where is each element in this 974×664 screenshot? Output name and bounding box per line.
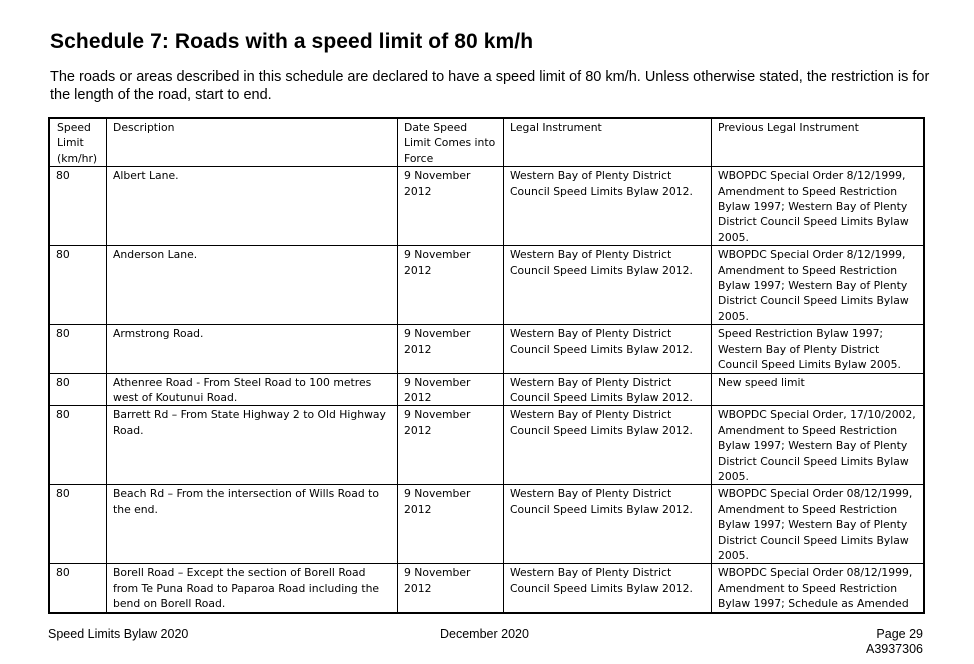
- cell-previous-instrument: WBOPDC Special Order, 17/10/2002, Amendment to Speed Restriction Bylaw 1997; Western Bay of Plenty District Council Speed Limits Bylaw 2005.: [712, 406, 925, 485]
- cell-speed-limit: 80: [49, 406, 107, 485]
- cell-legal-instrument: Western Bay of Plenty District Council Speed Limits Bylaw 2012.: [504, 406, 712, 485]
- cell-previous-instrument: WBOPDC Special Order 8/12/1999, Amendment to Speed Restriction Bylaw 1997; Western Bay of Plenty District Council Speed Limits Bylaw 2005.: [712, 246, 925, 325]
- page-number: Page 29: [876, 627, 923, 641]
- cell-legal-instrument: Western Bay of Plenty District Council Speed Limits Bylaw 2012.: [504, 485, 712, 564]
- cell-legal-instrument: Western Bay of Plenty District Council Speed Limits Bylaw 2012.: [504, 246, 712, 325]
- cell-description: Athenree Road - From Steel Road to 100 metres west of Koutunui Road.: [107, 373, 398, 406]
- column-header-legal-instrument: Legal Instrument: [504, 118, 712, 167]
- table-row: [49, 167, 924, 246]
- cell-speed-limit: 80: [49, 485, 107, 564]
- cell-previous-instrument: WBOPDC Special Order 08/12/1999, Amendment to Speed Restriction Bylaw 1997; Western Bay of Plenty District Council Speed Limits Bylaw 2005.: [712, 485, 925, 564]
- cell-legal-instrument: Western Bay of Plenty District Council Speed Limits Bylaw 2012.: [504, 564, 712, 613]
- footer-document-title: Speed Limits Bylaw 2020: [48, 627, 189, 641]
- cell-legal-instrument: Western Bay of Plenty District Council Speed Limits Bylaw 2012.: [504, 373, 712, 406]
- cell-previous-instrument: New speed limit: [712, 373, 925, 406]
- cell-description: Barrett Rd – From State Highway 2 to Old Highway Road.: [107, 406, 398, 485]
- table-row: [49, 564, 924, 613]
- cell-date: 9 November 2012: [398, 167, 504, 246]
- column-header-speed-limit: Speed Limit (km/hr): [49, 118, 107, 167]
- table-row: [49, 373, 924, 406]
- table-row: [49, 325, 924, 373]
- cell-description: Beach Rd – From the intersection of Wills Road to the end.: [107, 485, 398, 564]
- cell-description: Albert Lane.: [107, 167, 398, 246]
- document-reference: A3937306: [865, 642, 923, 656]
- table-row: [49, 406, 924, 485]
- cell-previous-instrument: WBOPDC Special Order 08/12/1999, Amendment to Speed Restriction Bylaw 1997; Schedule as Amended: [712, 564, 925, 613]
- cell-previous-instrument: WBOPDC Special Order 8/12/1999, Amendment to Speed Restriction Bylaw 1997; Western Bay of Plenty District Council Speed Limits Bylaw 2005.: [712, 167, 925, 246]
- intro-paragraph: The roads or areas described in this schedule are declared to have a speed limit of 80 km/h. Unless otherwise stated, the restriction is for the length of the road, start to end.: [50, 69, 930, 103]
- table-row: [49, 485, 924, 564]
- cell-speed-limit: 80: [49, 246, 107, 325]
- cell-date: 9 November 2012: [398, 564, 504, 613]
- cell-description: Anderson Lane.: [107, 246, 398, 325]
- footer-page-info: [866, 627, 923, 657]
- cell-date: 9 November 2012: [398, 325, 504, 373]
- cell-legal-instrument: Western Bay of Plenty District Council Speed Limits Bylaw 2012.: [504, 325, 712, 373]
- table-row: [49, 246, 924, 325]
- cell-legal-instrument: Western Bay of Plenty District Council Speed Limits Bylaw 2012.: [504, 167, 712, 246]
- cell-speed-limit: 80: [49, 373, 107, 406]
- cell-description: Borell Road – Except the section of Borell Road from Te Puna Road to Paparoa Road including the bend on Borell Road.: [107, 564, 398, 613]
- page-title: Schedule 7: Roads with a speed limit of 80 km/h: [50, 30, 534, 53]
- cell-previous-instrument: Speed Restriction Bylaw 1997; Western Bay of Plenty District Council Speed Limits Bylaw 2005.: [712, 325, 925, 373]
- speed-limit-table: [48, 117, 925, 614]
- column-header-description: Description: [107, 118, 398, 167]
- cell-date: 9 November 2012: [398, 373, 504, 406]
- footer-date: December 2020: [440, 627, 529, 641]
- cell-date: 9 November 2012: [398, 406, 504, 485]
- column-header-date: Date Speed Limit Comes into Force: [398, 118, 504, 167]
- cell-speed-limit: 80: [49, 167, 107, 246]
- cell-speed-limit: 80: [49, 325, 107, 373]
- cell-date: 9 November 2012: [398, 246, 504, 325]
- column-header-previous-instrument: Previous Legal Instrument: [712, 118, 925, 167]
- cell-description: Armstrong Road.: [107, 325, 398, 373]
- table-header-row: [49, 118, 924, 167]
- cell-speed-limit: 80: [49, 564, 107, 613]
- cell-date: 9 November 2012: [398, 485, 504, 564]
